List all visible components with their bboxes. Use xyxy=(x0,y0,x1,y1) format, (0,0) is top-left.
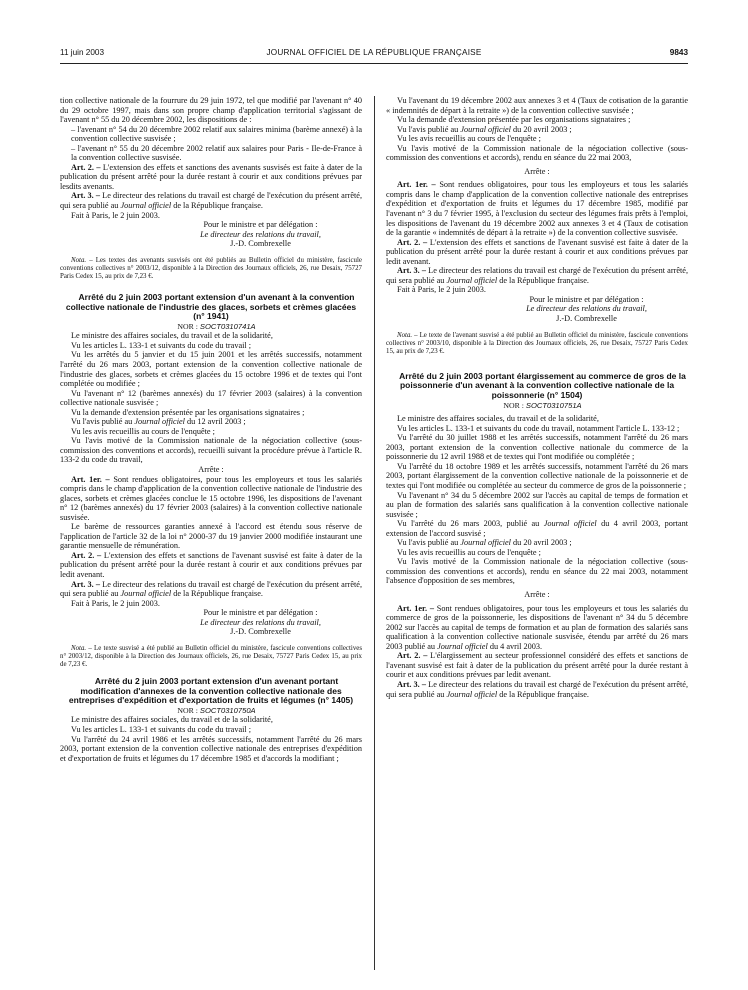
article-text: de la République française. xyxy=(499,689,589,699)
journal-ref: Journal officiel xyxy=(446,275,498,285)
article-2 xyxy=(60,551,362,580)
text: Vu l'avis publié au xyxy=(397,538,459,548)
column-divider xyxy=(374,96,375,970)
article-text: Sont rendues obligatoires, pour tous les employeurs et tous les salariés compris dans le champ d'application de la convention collective nationale de l'industrie des glaces, sorbets et crèmes glacées conclue le 15 octobre 1996, les dispositions de l'avenant n° 12 (barèmes annexés) du 17 février 2003 (salaires) à la convention collective nationale susvisée. xyxy=(60,474,362,522)
paragraph: Vu l'avenant n° 12 (barèmes annexés) du 17 février 2003 (salaires) à la convention collective nationale susvisée ; xyxy=(60,388,362,408)
paragraph: tion collective nationale de la fourrure du 29 juin 1972, tel que modifié par l'avenant n° 40 du 29 octobre 1997, mais dans son propre champ d'application territorial s'agissant de l'avenant n° 55 du 20 décembre 2002, les dispositions de : xyxy=(60,96,362,125)
nota xyxy=(386,332,688,356)
article-1 xyxy=(60,475,362,523)
article-text: Le directeur des relations du travail est chargé de l'exécution du présent arrêté, qui sera publié au xyxy=(386,679,689,699)
article-label: Art. 3. – xyxy=(397,679,427,689)
text: du 20 avril 2003 ; xyxy=(513,124,572,134)
journal-ref: Journal officiel xyxy=(134,417,185,427)
paragraph: Vu les articles L. 133-1 et suivants du code du travail, notamment l'article L. 133-12 ; xyxy=(397,423,680,433)
text: du 20 avril 2003 ; xyxy=(513,538,572,548)
article-text: L'extension des effets et sanctions de l'avenant susvisé est faite à dater de la publication du présent arrêté pour la durée restant à courir et aux conditions prévues par ledit avenant. xyxy=(386,237,689,266)
article-text: Le directeur des relations du travail est chargé de l'exécution du présent arrêté, qui sera publié au xyxy=(60,579,363,599)
signature-line: Pour le ministre et par délégation : xyxy=(203,608,318,618)
text: Vu l'avis publié au xyxy=(397,124,459,134)
signature-line: Pour le ministre et par délégation : xyxy=(203,220,318,230)
article-text: L'extension des effets et sanctions des avenants susvisés est faite à dater de la publication du présent arrêté pour la durée restant à courir et aux conditions prévues par lesdits avenants. xyxy=(60,162,362,191)
nor-label: NOR : xyxy=(177,321,198,331)
paragraph: Vu l'arrêté du 24 avril 1986 et les arrêtés successifs, notamment l'arrêté du 26 mars 2003, portant extension de la convention collective nationale des entreprises d'expédition et d'exportation de fruits et légumes du 17 décembre 1985 et d'accords la modifiant ; xyxy=(60,734,362,763)
header-page-number: 9843 xyxy=(669,48,688,57)
nor-line xyxy=(60,322,362,332)
nor-line xyxy=(386,401,688,411)
article-2 xyxy=(386,651,688,680)
journal-ref: Journal officiel xyxy=(543,519,597,529)
paragraph: Vu l'avenant du 19 décembre 2002 aux annexes 3 et 4 (Taux de cotisation de la garantie « indemnités de départ à la retraite ») de la convention collective susvisée ; xyxy=(386,96,688,115)
paragraph: Le ministre des affaires sociales, du travail et de la solidarité, xyxy=(71,331,273,341)
article-1 xyxy=(386,180,688,237)
paragraph: Vu l'avenant n° 34 du 5 décembre 2002 sur l'accès au capital de temps de formation et au plan de formation des salariés sans qualification à la convention collective nationale susvisée ; xyxy=(386,490,688,519)
signature-name: J.-D. Combrexelle xyxy=(230,239,291,249)
article-text: Sont rendues obligatoires, pour tous les employeurs et tous les salariés du commerce de gros de la poissonnerie, les dispositions de l'avenant n° 34 du 5 décembre 2002 sur l'accès au capital de temps de formation et au plan de formation des salariés sans qualification à la convention collective nationale susvisée, étendu par arrêté du 26 mars 2003 publié au xyxy=(386,603,688,651)
signature-title: Le directeur des relations du travail, xyxy=(200,229,321,239)
arrete-heading: Arrête : xyxy=(524,590,550,600)
nor-label: NOR : xyxy=(503,400,524,410)
nota-label: Nota. xyxy=(71,256,87,264)
article-2 xyxy=(386,238,688,267)
paragraph: Vu l'arrêté du 18 octobre 1989 et les arrêtés successifs, notamment l'arrêté du 26 mars 2003, portant élargissement de la convention collective nationale de la poissonnerie et de textes qui l'ont modifiée ou complétée au secteur du commerce de gros de la poissonnerie ; xyxy=(386,461,688,491)
paragraph xyxy=(386,519,688,538)
article-1 xyxy=(386,604,688,652)
article-label: Art. 2. – xyxy=(397,237,428,247)
paragraph: Vu les articles L. 133-1 et suivants du code du travail ; xyxy=(71,725,252,735)
paragraph: Vu l'avis motivé de la Commission nationale de la négociation collective (sous-commission des conventions et accords), rendu en séance du 22 mai 2003, xyxy=(386,143,688,163)
left-column xyxy=(60,96,362,763)
article-label: Art. 2. – xyxy=(71,162,101,172)
paragraph: Vu les avis recueillis au cours de l'enquête ; xyxy=(397,547,541,557)
list-item: – l'avenant n° 55 du 20 décembre 2002 relatif aux salaires pour Paris - Ile-de-France à la convention collective susvisée. xyxy=(71,143,362,163)
fait-line: Fait à Paris, le 2 juin 2003. xyxy=(397,285,486,295)
article-text: de la République française. xyxy=(499,275,589,285)
paragraph xyxy=(386,538,688,548)
paragraph: Le ministre des affaires sociales, du travail et de la solidarité, xyxy=(71,715,273,725)
article-text: L'élargissement au secteur professionnel considéré des effets et sanctions de l'avenant susvisé est fait à dater de la publication du présent arrêté pour la durée restant à courir et aux conditions prévues par ledit avenant. xyxy=(386,651,688,680)
text: Vu l'avis publié au xyxy=(71,417,133,427)
paragraph: Vu les avis recueillis au cours de l'enquête ; xyxy=(397,134,541,144)
text: Vu l'arrêté du 26 mars 2003, publié au xyxy=(397,519,540,529)
nor-code: SOCT0310751A xyxy=(525,400,582,410)
list-item: – l'avenant n° 54 du 20 décembre 2002 relatif aux salaires minima (barème annexé) à la convention collective susvisée ; xyxy=(71,124,362,144)
arrete-heading: Arrête : xyxy=(524,166,550,176)
journal-ref: Journal officiel xyxy=(120,589,172,599)
header-journal-title: JOURNAL OFFICIEL DE LA RÉPUBLIQUE FRANÇAISE xyxy=(266,48,482,57)
article-3 xyxy=(386,266,688,285)
nor-line xyxy=(60,706,362,716)
paragraph: Vu l'avis motivé de la Commission nationale de la négociation collective (sous-commission des conventions et accords), recueilli suivant la procédure prévue à l'article R. 133-2 du code du travail, xyxy=(60,436,362,465)
article-text: Sont rendues obligatoires, pour tous les employeurs et tous les salariés compris dans le champ d'application de la convention collective nationale des entreprises d'expédition et d'exportation de fruits et légumes du 17 décembre 1985, modifié par l'avenant n° 3 du 7 février 1995, à l'exclusion du secteur des légumes frais prêts à l'emploi, les dispositions de l'avenant du 19 décembre 2002 aux annexes 3 et 4 (Taux de cotisation de la garantie « indemnités de départ à la retraite ») de la convention collective susvisée. xyxy=(386,180,688,238)
paragraph xyxy=(60,417,362,427)
journal-ref: Journal officiel xyxy=(460,538,511,548)
nota-text: – Le texte de l'avenant susvisé a été publié au Bulletin officiel du ministère, fascicule conventions collectives n° 2003/10, disponible à la Direction des Journaux officiels, 26, rue Desaix, 75727 Paris Cedex 15, au prix de 7,23 €. xyxy=(386,331,688,355)
text: du 4 avril 2003, portant extension de l'accord susvisé ; xyxy=(386,519,689,538)
page-header xyxy=(60,48,688,62)
nor-label: NOR : xyxy=(177,705,198,715)
nota-text: – Le texte susvisé a été publié au Bulletin officiel du ministère, fascicule conventions collectives n° 2003/12, disponible à la Direction des Journaux officiels, 26, rue Desaix, 75727 Paris Cedex 15, au prix de 7,23 €. xyxy=(60,644,362,669)
article-2 xyxy=(60,163,362,192)
signature-name: J.-D. Combrexelle xyxy=(556,314,617,324)
article-3 xyxy=(60,580,362,599)
article-label: Art. 1er. – xyxy=(397,180,436,190)
nota xyxy=(60,257,362,281)
journal-ref: Journal officiel xyxy=(460,124,511,134)
header-rule xyxy=(60,63,688,64)
article-label: Art. 3. – xyxy=(71,191,101,201)
article-text: de la République française. xyxy=(173,589,263,599)
article-label: Art. 1er. – xyxy=(397,603,434,613)
right-column xyxy=(386,96,688,699)
paragraph: Vu l'avis motivé de la Commission nationale de la négociation collective (sous-commission des conventions et accords), rendu en séance du 22 mai 2003, notamment l'absence d'opposition de ses membres, xyxy=(386,557,688,586)
paragraph: Vu les articles L. 133-1 et suivants du code du travail ; xyxy=(71,340,252,350)
nor-code: SOCT0310750A xyxy=(199,705,256,715)
nota-text: – Les textes des avenants susvisés ont été publiés au Bulletin officiel du ministère, fascicule conventions collectives n° 2003/12, disponible à la Direction des Journaux officiels, 26, rue Desaix, 75727 Paris Cedex 15, au prix de 7,23 €. xyxy=(60,256,362,280)
decree-title: Arrêté du 2 juin 2003 portant élargissement au commerce de gros de la poissonnerie d'un avenant à la convention collective nationale de la poissonnerie (n° 1504) xyxy=(399,370,686,401)
fait-line: Fait à Paris, le 2 juin 2003. xyxy=(71,598,160,608)
nota xyxy=(60,645,362,669)
paragraph: Le ministre des affaires sociales, du travail et de la solidarité, xyxy=(397,414,599,424)
article-text: de la République française. xyxy=(173,201,263,211)
paragraph: Vu la demande d'extension présentée par les organisations signataires ; xyxy=(397,115,631,125)
article-label: Art. 2. – xyxy=(397,651,428,661)
journal-ref: Journal officiel xyxy=(446,689,498,699)
signature-title: Le directeur des relations du travail, xyxy=(526,304,647,314)
header-date: 11 juin 2003 xyxy=(60,48,105,57)
article-text: Le directeur des relations du travail est chargé de l'exécution du présent arrêté, qui sera publié au xyxy=(60,191,363,211)
article-text: du 4 avril 2003. xyxy=(489,641,543,651)
signature-title: Le directeur des relations du travail, xyxy=(200,617,321,627)
article-label: Art. 3. – xyxy=(397,266,427,276)
paragraph: Le barème de ressources garanties annexé à l'accord est étendu sous réserve de l'application de l'article 32 de la loi n° 2000-37 du 19 janvier 2000 modifiée instaurant une garantie mensuelle de rémunération. xyxy=(60,522,362,551)
paragraph: Vu l'arrêté du 30 juillet 1988 et les arrêtés successifs, notamment l'arrêté du 26 mars 2003, portant extension de la convention collective nationale du commerce de la poissonnerie du 12 avril 1988 et de textes qui l'ont modifiée ou complétée ; xyxy=(386,433,688,462)
arrete-heading: Arrête : xyxy=(198,465,224,475)
signature-line: Pour le ministre et par délégation : xyxy=(529,294,644,304)
paragraph: Vu les avis recueillis au cours de l'enquête ; xyxy=(71,426,215,436)
paragraph xyxy=(386,125,688,135)
nota-label: Nota. xyxy=(71,644,87,652)
journal-ref: Journal officiel xyxy=(120,201,172,211)
nota-label: Nota. xyxy=(397,331,413,339)
journal-ref: Journal officiel xyxy=(437,641,488,651)
article-label: Art. 3. – xyxy=(71,579,101,589)
article-text: Le directeur des relations du travail est chargé de l'exécution du présent arrêté, qui sera publié au xyxy=(386,266,689,285)
article-3 xyxy=(386,680,688,699)
decree-title: Arrêté du 2 juin 2003 portant extension d'un avenant à la convention collective nationale de l'industrie des glaces, sorbets et crèmes glacées (n° 1941) xyxy=(65,292,357,322)
nor-code: SOCT0310741A xyxy=(199,321,256,331)
signature-name: J.-D. Combrexelle xyxy=(230,627,291,637)
paragraph: Vu les arrêtés du 5 janvier et du 15 juin 2001 et les arrêtés successifs, notamment l'arrêté du 26 mars 2003, portant extension de la convention collective nationale de l'industrie des glaces, sorbets et crèmes glacées du 15 octobre 1996 et de textes qui l'ont complétée ou modifiée ; xyxy=(60,350,362,389)
paragraph: Vu la demande d'extension présentée par les organisations signataires ; xyxy=(71,407,305,417)
fait-line: Fait à Paris, le 2 juin 2003. xyxy=(71,210,160,220)
article-label: Art. 1er. – xyxy=(71,474,110,484)
text: du 12 avril 2003 ; xyxy=(187,417,246,427)
article-3 xyxy=(60,191,362,210)
article-text: L'extension des effets et sanctions de l'avenant susvisé est faite à dater de la publication du présent arrêté pour la durée restant à courir et aux conditions prévues par ledit avenant. xyxy=(60,550,363,580)
decree-title: Arrêté du 2 juin 2003 portant extension d'un avenant portant modification d'annexes de la convention collective nationale des entreprises d'expédition et d'exportation de fruits et légumes (n° 1405) xyxy=(68,676,354,706)
article-label: Art. 2. – xyxy=(71,550,102,560)
